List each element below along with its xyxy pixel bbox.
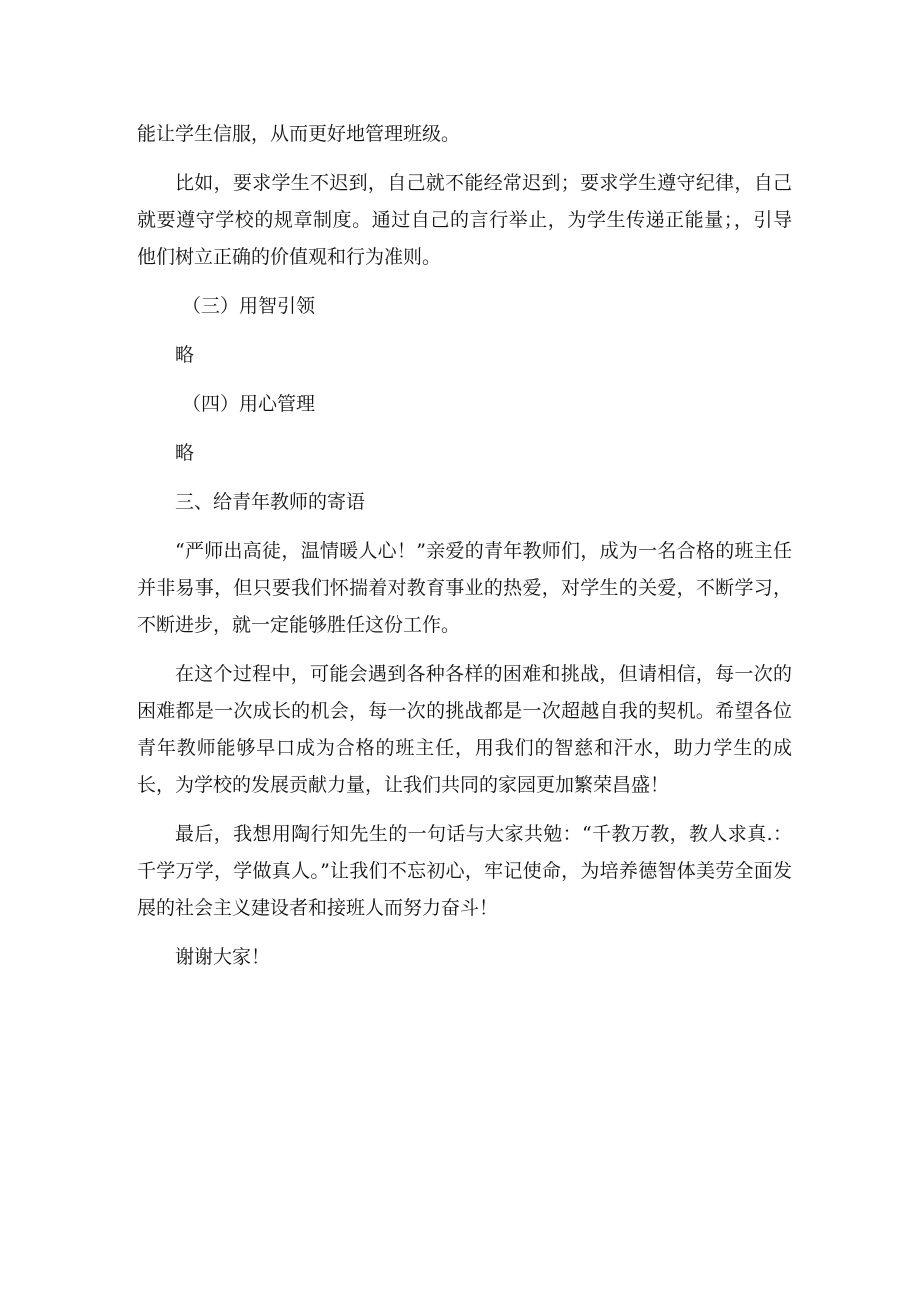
paragraph-thanks: 谢谢大家！	[175, 946, 271, 968]
paragraph-example: 比如，要求学生不迟到，自己就不能经常迟到；要求学生遵守纪律，自己就要遵守学校的规章制度。通过自己的言行举止，为学生传递正能量；，引导他们树立正确的价值观和行为准则。	[137, 172, 792, 268]
paragraph-omitted-3: 略	[175, 344, 195, 366]
paragraph-message-1: “严师出高徒，温情暖人心！”亲爱的青年教师们，成为一名合格的班主任并非易事，但只要我们怀揣着对教育事业的热爱，对学生的关爱，不断学习，不断进步，就一定能够胜任这份工作。	[137, 540, 792, 636]
paragraph-message-2: 在这个过程中，可能会遇到各种各样的困难和挑战，但请相信，每一次的困难都是一次成长的机会，每一次的挑战都是一次超越自我的契机。希望各位青年教师能够早口成为合格的班主任，用我们的智慈和汗水，助力学生的成长，为学校的发展贡献力量，让我们共同的家园更加繁荣昌盛！	[137, 663, 792, 796]
paragraph-omitted-4: 略	[175, 442, 195, 464]
section-heading-4: （四）用心管理	[182, 393, 316, 415]
section-heading-3: （三）用智引领	[182, 295, 316, 317]
chapter-heading-message: 三、给青年教师的寄语	[175, 491, 366, 513]
document-body	[137, 116, 792, 988]
paragraph-continuation: 能让学生信服，从而更好地管理班级。	[137, 123, 461, 145]
paragraph-closing-quote: 最后，我想用陶行知先生的一句话与大家共勉：“千教万教，教人求真.：千学万学，学做真人。”让我们不忘初心，牢记使命，为培养德智体美劳全面发展的社会主义建设者和接班人而努力奋斗！	[137, 823, 792, 919]
